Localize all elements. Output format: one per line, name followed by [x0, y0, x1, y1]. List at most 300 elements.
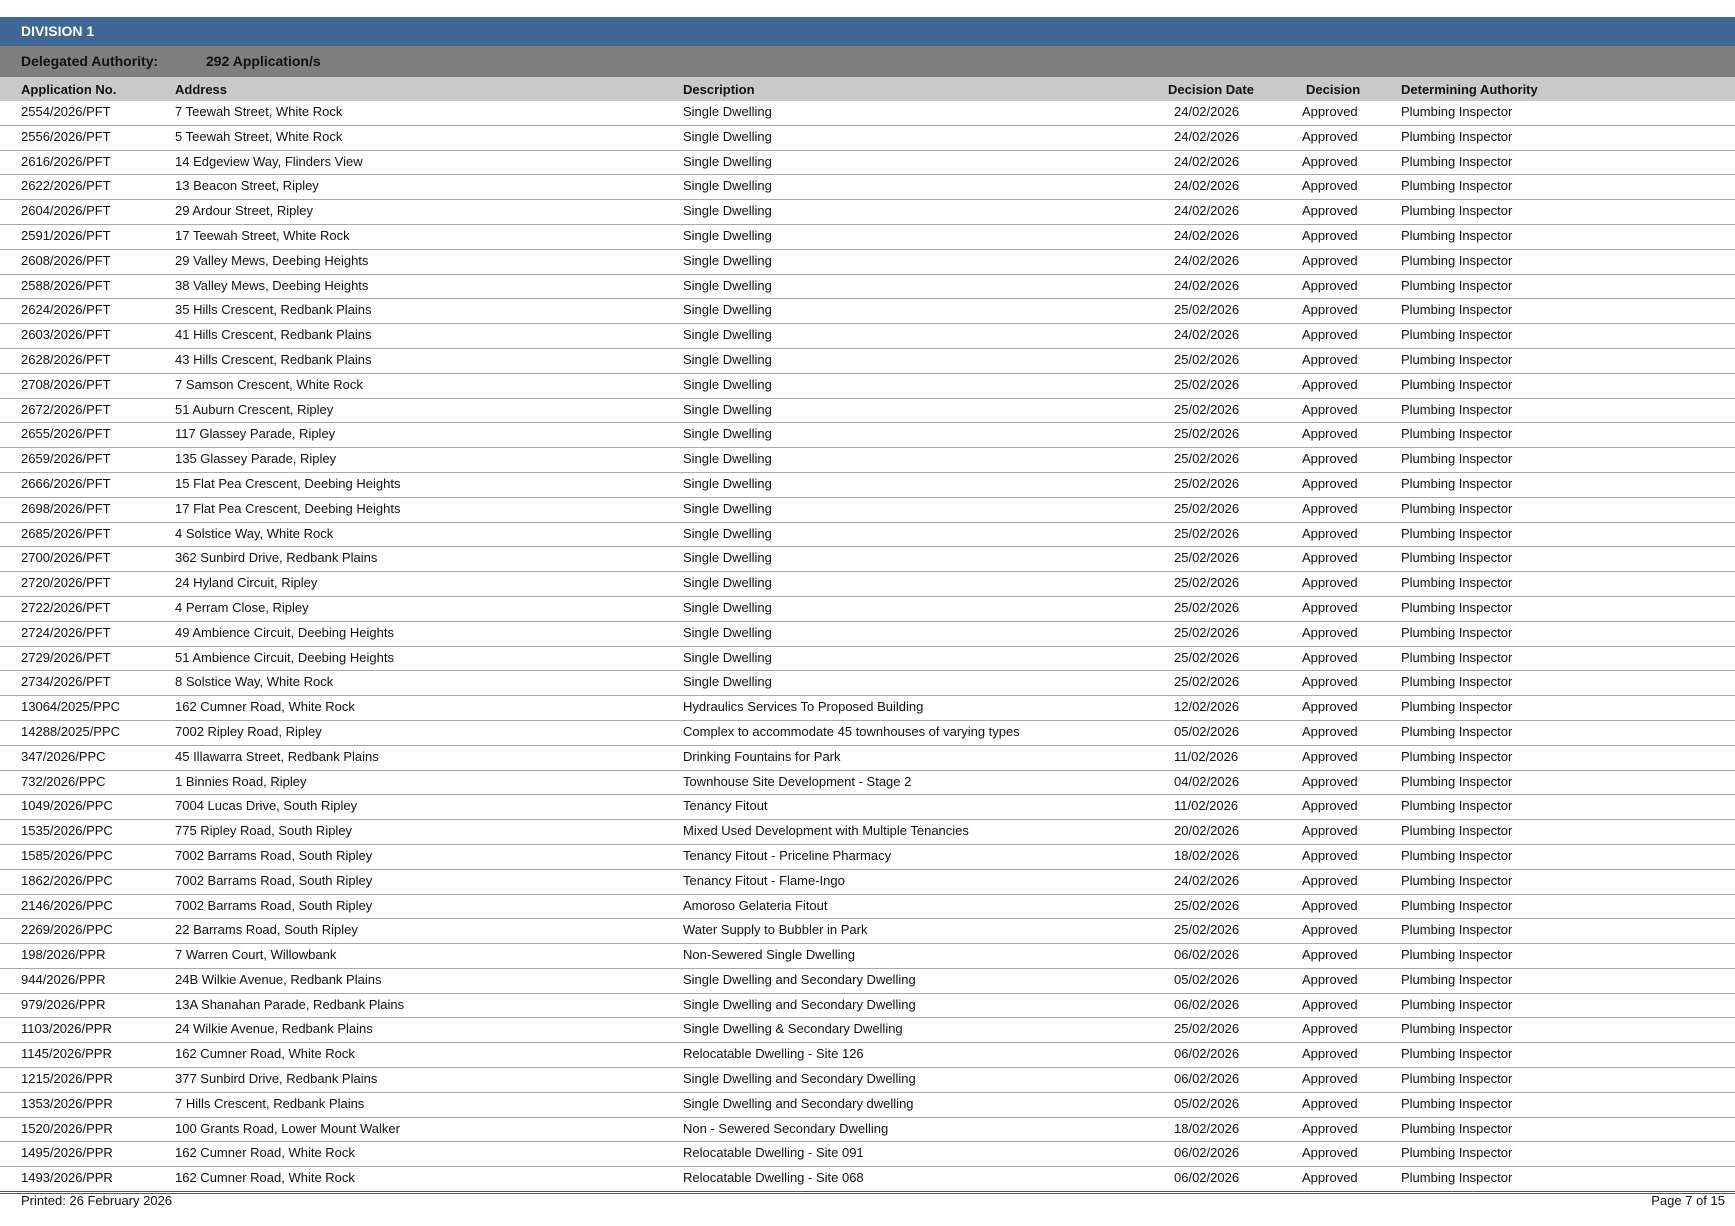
- cell-determining-authority: Plumbing Inspector: [1401, 1095, 1513, 1111]
- cell-description: Relocatable Dwelling - Site 091: [683, 1145, 864, 1161]
- cell-application-no: 1215/2026/PPR: [21, 1071, 113, 1087]
- cell-decision-date: 18/02/2026: [1174, 847, 1240, 863]
- cell-application-no: 2708/2026/PFT: [21, 376, 111, 392]
- cell-application-no: 2554/2026/PFT: [21, 104, 111, 119]
- cell-application-no: 2655/2026/PFT: [21, 426, 111, 442]
- cell-description: Single Dwelling: [683, 525, 772, 541]
- cell-decision-date: 25/02/2026: [1174, 624, 1240, 640]
- table-row: [0, 771, 1735, 796]
- cell-decision-date: 25/02/2026: [1174, 426, 1240, 442]
- cell-description: Single Dwelling: [683, 376, 772, 392]
- cell-determining-authority: Plumbing Inspector: [1401, 252, 1513, 268]
- cell-description: Amoroso Gelateria Fitout: [683, 897, 828, 913]
- cell-description: Single Dwelling: [683, 351, 772, 367]
- cell-determining-authority: Plumbing Inspector: [1401, 426, 1513, 442]
- cell-application-no: 1353/2026/PPR: [21, 1095, 113, 1111]
- cell-application-no: 2722/2026/PFT: [21, 599, 111, 615]
- cell-determining-authority: Plumbing Inspector: [1401, 897, 1513, 913]
- cell-determining-authority: Plumbing Inspector: [1401, 599, 1513, 615]
- cell-determining-authority: Plumbing Inspector: [1401, 624, 1513, 640]
- cell-address: 35 Hills Crescent, Redbank Plains: [175, 302, 372, 318]
- application-count: 292 Application/s: [206, 53, 321, 69]
- cell-application-no: 2588/2026/PFT: [21, 277, 111, 293]
- cell-description: Single Dwelling: [683, 252, 772, 268]
- cell-description: Single Dwelling: [683, 550, 772, 566]
- cell-decision-date: 06/02/2026: [1174, 996, 1240, 1012]
- cell-determining-authority: Plumbing Inspector: [1401, 922, 1513, 938]
- cell-determining-authority: Plumbing Inspector: [1401, 500, 1513, 516]
- cell-application-no: 944/2026/PPR: [21, 971, 106, 987]
- cell-application-no: 1520/2026/PPR: [21, 1120, 113, 1136]
- table-row: [0, 523, 1735, 548]
- cell-address: 49 Ambience Circuit, Deebing Heights: [175, 624, 394, 640]
- cell-decision-date: 25/02/2026: [1174, 674, 1240, 690]
- cell-description: Single Dwelling & Secondary Dwelling: [683, 1021, 903, 1037]
- division-title: DIVISION 1: [21, 23, 95, 39]
- cell-determining-authority: Plumbing Inspector: [1401, 798, 1513, 814]
- cell-description: Townhouse Site Development - Stage 2: [683, 773, 912, 789]
- cell-decision: Approved: [1302, 252, 1358, 268]
- cell-decision-date: 25/02/2026: [1174, 302, 1240, 318]
- cell-decision-date: 25/02/2026: [1174, 897, 1240, 913]
- cell-description: Single Dwelling and Secondary dwelling: [683, 1095, 914, 1111]
- cell-determining-authority: Plumbing Inspector: [1401, 575, 1513, 591]
- cell-application-no: 2591/2026/PFT: [21, 227, 111, 243]
- cell-determining-authority: Plumbing Inspector: [1401, 451, 1513, 467]
- cell-application-no: 2616/2026/PFT: [21, 153, 111, 169]
- cell-decision-date: 06/02/2026: [1174, 1071, 1240, 1087]
- cell-description: Single Dwelling: [683, 153, 772, 169]
- cell-address: 377 Sunbird Drive, Redbank Plains: [175, 1071, 378, 1087]
- cell-address: 41 Hills Crescent, Redbank Plains: [175, 327, 372, 343]
- cell-address: 7002 Barrams Road, South Ripley: [175, 872, 373, 888]
- cell-determining-authority: Plumbing Inspector: [1401, 872, 1513, 888]
- cell-decision: Approved: [1302, 798, 1358, 814]
- cell-decision-date: 25/02/2026: [1174, 922, 1240, 938]
- cell-decision: Approved: [1302, 104, 1358, 119]
- cell-application-no: 2724/2026/PFT: [21, 624, 111, 640]
- table-row: [0, 101, 1735, 126]
- table-row: [0, 944, 1735, 969]
- cell-application-no: 14288/2025/PPC: [21, 723, 121, 739]
- cell-application-no: 13064/2025/PPC: [21, 699, 121, 715]
- table-row: [0, 1018, 1735, 1043]
- cell-decision: Approved: [1302, 773, 1358, 789]
- page-number: Page 7 of 15: [1651, 1193, 1725, 1208]
- cell-description: Tenancy Fitout - Flame-Ingo: [683, 872, 845, 888]
- cell-description: Hydraulics Services To Proposed Building: [683, 699, 924, 715]
- table-row: [0, 845, 1735, 870]
- cell-application-no: 1103/2026/PPR: [21, 1021, 112, 1037]
- cell-application-no: 1862/2026/PPC: [21, 872, 113, 888]
- cell-determining-authority: Plumbing Inspector: [1401, 649, 1513, 665]
- cell-description: Single Dwelling: [683, 674, 772, 690]
- cell-application-no: 2720/2026/PFT: [21, 575, 111, 591]
- cell-determining-authority: Plumbing Inspector: [1401, 1120, 1513, 1136]
- cell-determining-authority: Plumbing Inspector: [1401, 203, 1513, 219]
- cell-determining-authority: Plumbing Inspector: [1401, 302, 1513, 318]
- table-row: [0, 1142, 1735, 1167]
- cell-determining-authority: Plumbing Inspector: [1401, 748, 1513, 764]
- cell-address: 22 Barrams Road, South Ripley: [175, 922, 358, 938]
- table-body: [0, 101, 1735, 1192]
- table-row: [0, 820, 1735, 845]
- cell-decision-date: 24/02/2026: [1174, 104, 1240, 119]
- cell-address: 15 Flat Pea Crescent, Deebing Heights: [175, 475, 401, 491]
- cell-determining-authority: Plumbing Inspector: [1401, 947, 1513, 963]
- table-row: [0, 1043, 1735, 1068]
- cell-decision-date: 18/02/2026: [1174, 1120, 1240, 1136]
- cell-determining-authority: Plumbing Inspector: [1401, 475, 1513, 491]
- cell-decision: Approved: [1302, 823, 1358, 839]
- cell-application-no: 1145/2026/PPR: [21, 1046, 112, 1062]
- cell-decision-date: 24/02/2026: [1174, 153, 1240, 169]
- cell-decision-date: 25/02/2026: [1174, 525, 1240, 541]
- cell-address: 14 Edgeview Way, Flinders View: [175, 153, 363, 169]
- cell-application-no: 198/2026/PPR: [21, 947, 106, 963]
- division-header: [0, 17, 1735, 46]
- cell-application-no: 1049/2026/PPC: [21, 798, 113, 814]
- cell-determining-authority: Plumbing Inspector: [1401, 1021, 1513, 1037]
- cell-address: 162 Cumner Road, White Rock: [175, 1145, 355, 1161]
- cell-determining-authority: Plumbing Inspector: [1401, 1071, 1513, 1087]
- cell-decision: Approved: [1302, 897, 1358, 913]
- cell-address: 7 Samson Crescent, White Rock: [175, 376, 363, 392]
- cell-decision: Approved: [1302, 624, 1358, 640]
- cell-description: Single Dwelling: [683, 475, 772, 491]
- cell-decision-date: 04/02/2026: [1174, 773, 1240, 789]
- col-application-no: Application No.: [21, 82, 117, 97]
- cell-address: 162 Cumner Road, White Rock: [175, 699, 355, 715]
- cell-application-no: 2659/2026/PFT: [21, 451, 111, 467]
- cell-application-no: 979/2026/PPR: [21, 996, 106, 1012]
- cell-application-no: 732/2026/PPC: [21, 773, 106, 789]
- cell-decision-date: 25/02/2026: [1174, 401, 1240, 417]
- cell-description: Single Dwelling: [683, 104, 772, 119]
- cell-decision: Approved: [1302, 674, 1358, 690]
- cell-decision: Approved: [1302, 178, 1358, 194]
- cell-decision-date: 25/02/2026: [1174, 649, 1240, 665]
- cell-decision: Approved: [1302, 277, 1358, 293]
- cell-address: 5 Teewah Street, White Rock: [175, 128, 343, 144]
- cell-address: 51 Ambience Circuit, Deebing Heights: [175, 649, 394, 665]
- cell-decision: Approved: [1302, 1170, 1358, 1186]
- cell-decision-date: 25/02/2026: [1174, 475, 1240, 491]
- cell-decision: Approved: [1302, 1120, 1358, 1136]
- cell-application-no: 2628/2026/PFT: [21, 351, 111, 367]
- cell-decision: Approved: [1302, 699, 1358, 715]
- table-row: [0, 299, 1735, 324]
- cell-description: Single Dwelling: [683, 277, 772, 293]
- cell-decision: Approved: [1302, 996, 1358, 1012]
- table-row: [0, 126, 1735, 151]
- cell-application-no: 2698/2026/PFT: [21, 500, 111, 516]
- cell-decision: Approved: [1302, 947, 1358, 963]
- cell-application-no: 2700/2026/PFT: [21, 550, 111, 566]
- cell-decision-date: 24/02/2026: [1174, 227, 1240, 243]
- table-row: [0, 647, 1735, 672]
- cell-description: Relocatable Dwelling - Site 126: [683, 1046, 864, 1062]
- cell-decision: Approved: [1302, 153, 1358, 169]
- cell-application-no: 2556/2026/PFT: [21, 128, 111, 144]
- cell-address: 7002 Barrams Road, South Ripley: [175, 847, 373, 863]
- cell-address: 117 Glassey Parade, Ripley: [175, 426, 336, 442]
- table-row: [0, 572, 1735, 597]
- table-row: [0, 374, 1735, 399]
- table-row: [0, 423, 1735, 448]
- cell-address: 38 Valley Mews, Deebing Heights: [175, 277, 369, 293]
- cell-description: Single Dwelling: [683, 178, 772, 194]
- cell-description: Single Dwelling: [683, 401, 772, 417]
- cell-application-no: 1493/2026/PPR: [21, 1170, 113, 1186]
- table-row: [0, 473, 1735, 498]
- cell-description: Tenancy Fitout - Priceline Pharmacy: [683, 847, 892, 863]
- cell-address: 24 Wilkie Avenue, Redbank Plains: [175, 1021, 373, 1037]
- table-row: [0, 250, 1735, 275]
- cell-address: 362 Sunbird Drive, Redbank Plains: [175, 550, 378, 566]
- cell-application-no: 1495/2026/PPR: [21, 1145, 113, 1161]
- cell-decision-date: 24/02/2026: [1174, 872, 1240, 888]
- table-row: [0, 721, 1735, 746]
- cell-decision-date: 05/02/2026: [1174, 723, 1240, 739]
- table-row: [0, 399, 1735, 424]
- cell-description: Single Dwelling and Secondary Dwelling: [683, 996, 916, 1012]
- cell-determining-authority: Plumbing Inspector: [1401, 401, 1513, 417]
- table-row: [0, 349, 1735, 374]
- table-row: [0, 696, 1735, 721]
- table-row: [0, 795, 1735, 820]
- col-decision: Decision: [1306, 82, 1361, 97]
- cell-decision-date: 24/02/2026: [1174, 178, 1240, 194]
- cell-application-no: 2604/2026/PFT: [21, 203, 111, 219]
- table-row: [0, 1167, 1735, 1192]
- cell-address: 8 Solstice Way, White Rock: [175, 674, 334, 690]
- cell-application-no: 2666/2026/PFT: [21, 475, 111, 491]
- cell-address: 13 Beacon Street, Ripley: [175, 178, 319, 194]
- cell-decision: Approved: [1302, 599, 1358, 615]
- table-header: [0, 77, 1735, 101]
- cell-determining-authority: Plumbing Inspector: [1401, 1046, 1513, 1062]
- table-row: [0, 969, 1735, 994]
- cell-determining-authority: Plumbing Inspector: [1401, 277, 1513, 293]
- cell-determining-authority: Plumbing Inspector: [1401, 525, 1513, 541]
- cell-address: 7002 Ripley Road, Ripley: [175, 723, 322, 739]
- cell-decision: Approved: [1302, 1021, 1358, 1037]
- cell-decision: Approved: [1302, 376, 1358, 392]
- table-row: [0, 275, 1735, 300]
- cell-determining-authority: Plumbing Inspector: [1401, 674, 1513, 690]
- cell-description: Single Dwelling: [683, 227, 772, 243]
- cell-description: Single Dwelling: [683, 426, 772, 442]
- cell-determining-authority: Plumbing Inspector: [1401, 823, 1513, 839]
- cell-decision: Approved: [1302, 1145, 1358, 1161]
- cell-description: Single Dwelling: [683, 575, 772, 591]
- cell-decision-date: 25/02/2026: [1174, 575, 1240, 591]
- cell-decision-date: 24/02/2026: [1174, 128, 1240, 144]
- cell-address: 100 Grants Road, Lower Mount Walker: [175, 1120, 400, 1136]
- table-row: [0, 622, 1735, 647]
- col-description: Description: [683, 82, 755, 97]
- cell-description: Complex to accommodate 45 townhouses of varying types: [683, 723, 1020, 739]
- cell-address: 24 Hyland Circuit, Ripley: [175, 575, 318, 591]
- cell-decision-date: 24/02/2026: [1174, 252, 1240, 268]
- cell-decision-date: 24/02/2026: [1174, 203, 1240, 219]
- cell-address: 17 Teewah Street, White Rock: [175, 227, 350, 243]
- cell-decision-date: 11/02/2026: [1174, 748, 1239, 764]
- cell-decision-date: 25/02/2026: [1174, 451, 1240, 467]
- cell-description: Single Dwelling: [683, 327, 772, 343]
- cell-description: Single Dwelling and Secondary Dwelling: [683, 971, 916, 987]
- cell-description: Single Dwelling and Secondary Dwelling: [683, 1071, 916, 1087]
- cell-determining-authority: Plumbing Inspector: [1401, 1170, 1513, 1186]
- cell-address: 7 Hills Crescent, Redbank Plains: [175, 1095, 365, 1111]
- table-row: [0, 498, 1735, 523]
- cell-decision: Approved: [1302, 500, 1358, 516]
- col-determining-authority: Determining Authority: [1401, 82, 1538, 97]
- cell-determining-authority: Plumbing Inspector: [1401, 376, 1513, 392]
- table-row: [0, 994, 1735, 1019]
- cell-decision: Approved: [1302, 401, 1358, 417]
- cell-decision: Approved: [1302, 971, 1358, 987]
- cell-decision-date: 25/02/2026: [1174, 550, 1240, 566]
- cell-determining-authority: Plumbing Inspector: [1401, 104, 1513, 119]
- cell-decision: Approved: [1302, 550, 1358, 566]
- cell-description: Water Supply to Bubbler in Park: [683, 922, 868, 938]
- cell-decision: Approved: [1302, 922, 1358, 938]
- cell-application-no: 2729/2026/PFT: [21, 649, 111, 665]
- cell-decision: Approved: [1302, 451, 1358, 467]
- cell-description: Single Dwelling: [683, 500, 772, 516]
- cell-determining-authority: Plumbing Inspector: [1401, 178, 1513, 194]
- cell-determining-authority: Plumbing Inspector: [1401, 1145, 1513, 1161]
- table-row: [0, 597, 1735, 622]
- table-row: [0, 895, 1735, 920]
- cell-decision: Approved: [1302, 1071, 1358, 1087]
- table-row: [0, 671, 1735, 696]
- cell-determining-authority: Plumbing Inspector: [1401, 351, 1513, 367]
- cell-determining-authority: Plumbing Inspector: [1401, 699, 1513, 715]
- cell-decision-date: 20/02/2026: [1174, 823, 1240, 839]
- cell-description: Single Dwelling: [683, 203, 772, 219]
- cell-application-no: 2734/2026/PFT: [21, 674, 111, 690]
- col-address: Address: [175, 82, 228, 97]
- cell-decision-date: 06/02/2026: [1174, 1046, 1240, 1062]
- cell-decision: Approved: [1302, 723, 1358, 739]
- cell-address: 7 Teewah Street, White Rock: [175, 104, 343, 119]
- authority-label: Delegated Authority:: [21, 53, 159, 69]
- cell-decision: Approved: [1302, 203, 1358, 219]
- cell-decision-date: 06/02/2026: [1174, 1145, 1240, 1161]
- cell-decision: Approved: [1302, 128, 1358, 144]
- cell-address: 29 Valley Mews, Deebing Heights: [175, 252, 369, 268]
- cell-application-no: 1535/2026/PPC: [21, 823, 113, 839]
- table-row: [0, 324, 1735, 349]
- cell-decision: Approved: [1302, 872, 1358, 888]
- cell-description: Single Dwelling: [683, 624, 772, 640]
- cell-description: Single Dwelling: [683, 302, 772, 318]
- cell-determining-authority: Plumbing Inspector: [1401, 153, 1513, 169]
- cell-determining-authority: Plumbing Inspector: [1401, 773, 1513, 789]
- cell-decision-date: 12/02/2026: [1174, 699, 1240, 715]
- cell-application-no: 2622/2026/PFT: [21, 178, 111, 194]
- cell-description: Drinking Fountains for Park: [683, 748, 841, 764]
- cell-decision: Approved: [1302, 748, 1358, 764]
- cell-address: 775 Ripley Road, South Ripley: [175, 823, 353, 839]
- cell-address: 7004 Lucas Drive, South Ripley: [175, 798, 358, 814]
- cell-application-no: 1585/2026/PPC: [21, 847, 113, 863]
- cell-decision: Approved: [1302, 1046, 1358, 1062]
- cell-determining-authority: Plumbing Inspector: [1401, 550, 1513, 566]
- cell-address: 1 Binnies Road, Ripley: [175, 773, 307, 789]
- cell-application-no: 2685/2026/PFT: [21, 525, 111, 541]
- cell-description: Single Dwelling: [683, 128, 772, 144]
- footer-divider: [0, 1191, 1735, 1194]
- cell-address: 17 Flat Pea Crescent, Deebing Heights: [175, 500, 401, 516]
- cell-decision: Approved: [1302, 227, 1358, 243]
- table-row: [0, 746, 1735, 771]
- cell-address: 51 Auburn Crescent, Ripley: [175, 401, 334, 417]
- cell-application-no: 347/2026/PPC: [21, 748, 106, 764]
- cell-application-no: 2608/2026/PFT: [21, 252, 111, 268]
- table-row: [0, 1068, 1735, 1093]
- cell-address: 7002 Barrams Road, South Ripley: [175, 897, 373, 913]
- cell-address: 24B Wilkie Avenue, Redbank Plains: [175, 971, 382, 987]
- cell-decision: Approved: [1302, 1095, 1358, 1111]
- cell-decision-date: 05/02/2026: [1174, 971, 1240, 987]
- cell-decision: Approved: [1302, 302, 1358, 318]
- cell-description: Non-Sewered Single Dwelling: [683, 947, 855, 963]
- cell-decision: Approved: [1302, 847, 1358, 863]
- cell-decision-date: 25/02/2026: [1174, 1021, 1240, 1037]
- cell-decision-date: 25/02/2026: [1174, 599, 1240, 615]
- cell-determining-authority: Plumbing Inspector: [1401, 227, 1513, 243]
- cell-address: 29 Ardour Street, Ripley: [175, 203, 314, 219]
- cell-decision-date: 25/02/2026: [1174, 376, 1240, 392]
- cell-application-no: 2269/2026/PPC: [21, 922, 113, 938]
- table-row: [0, 200, 1735, 225]
- authority-header: [0, 46, 1735, 77]
- cell-description: Tenancy Fitout: [683, 798, 768, 814]
- cell-description: Mixed Used Development with Multiple Tenancies: [683, 823, 969, 839]
- cell-decision-date: 06/02/2026: [1174, 1170, 1240, 1186]
- cell-decision-date: 25/02/2026: [1174, 500, 1240, 516]
- cell-decision-date: 25/02/2026: [1174, 351, 1240, 367]
- col-decision-date: Decision Date: [1168, 82, 1254, 97]
- table-row: [0, 225, 1735, 250]
- printed-date: Printed: 26 February 2026: [21, 1193, 173, 1208]
- cell-determining-authority: Plumbing Inspector: [1401, 327, 1513, 343]
- table-row: [0, 870, 1735, 895]
- cell-decision-date: 11/02/2026: [1174, 798, 1239, 814]
- cell-address: 162 Cumner Road, White Rock: [175, 1046, 355, 1062]
- cell-determining-authority: Plumbing Inspector: [1401, 971, 1513, 987]
- cell-decision: Approved: [1302, 575, 1358, 591]
- table-row: [0, 175, 1735, 200]
- cell-decision: Approved: [1302, 351, 1358, 367]
- table-row: [0, 151, 1735, 176]
- cell-decision-date: 24/02/2026: [1174, 277, 1240, 293]
- cell-address: 135 Glassey Parade, Ripley: [175, 451, 337, 467]
- cell-address: 162 Cumner Road, White Rock: [175, 1170, 355, 1186]
- cell-determining-authority: Plumbing Inspector: [1401, 128, 1513, 144]
- cell-determining-authority: Plumbing Inspector: [1401, 723, 1513, 739]
- cell-decision: Approved: [1302, 327, 1358, 343]
- cell-decision-date: 24/02/2026: [1174, 327, 1240, 343]
- cell-decision: Approved: [1302, 525, 1358, 541]
- cell-address: 13A Shanahan Parade, Redbank Plains: [175, 996, 405, 1012]
- cell-determining-authority: Plumbing Inspector: [1401, 996, 1513, 1012]
- cell-address: 45 Illawarra Street, Redbank Plains: [175, 748, 379, 764]
